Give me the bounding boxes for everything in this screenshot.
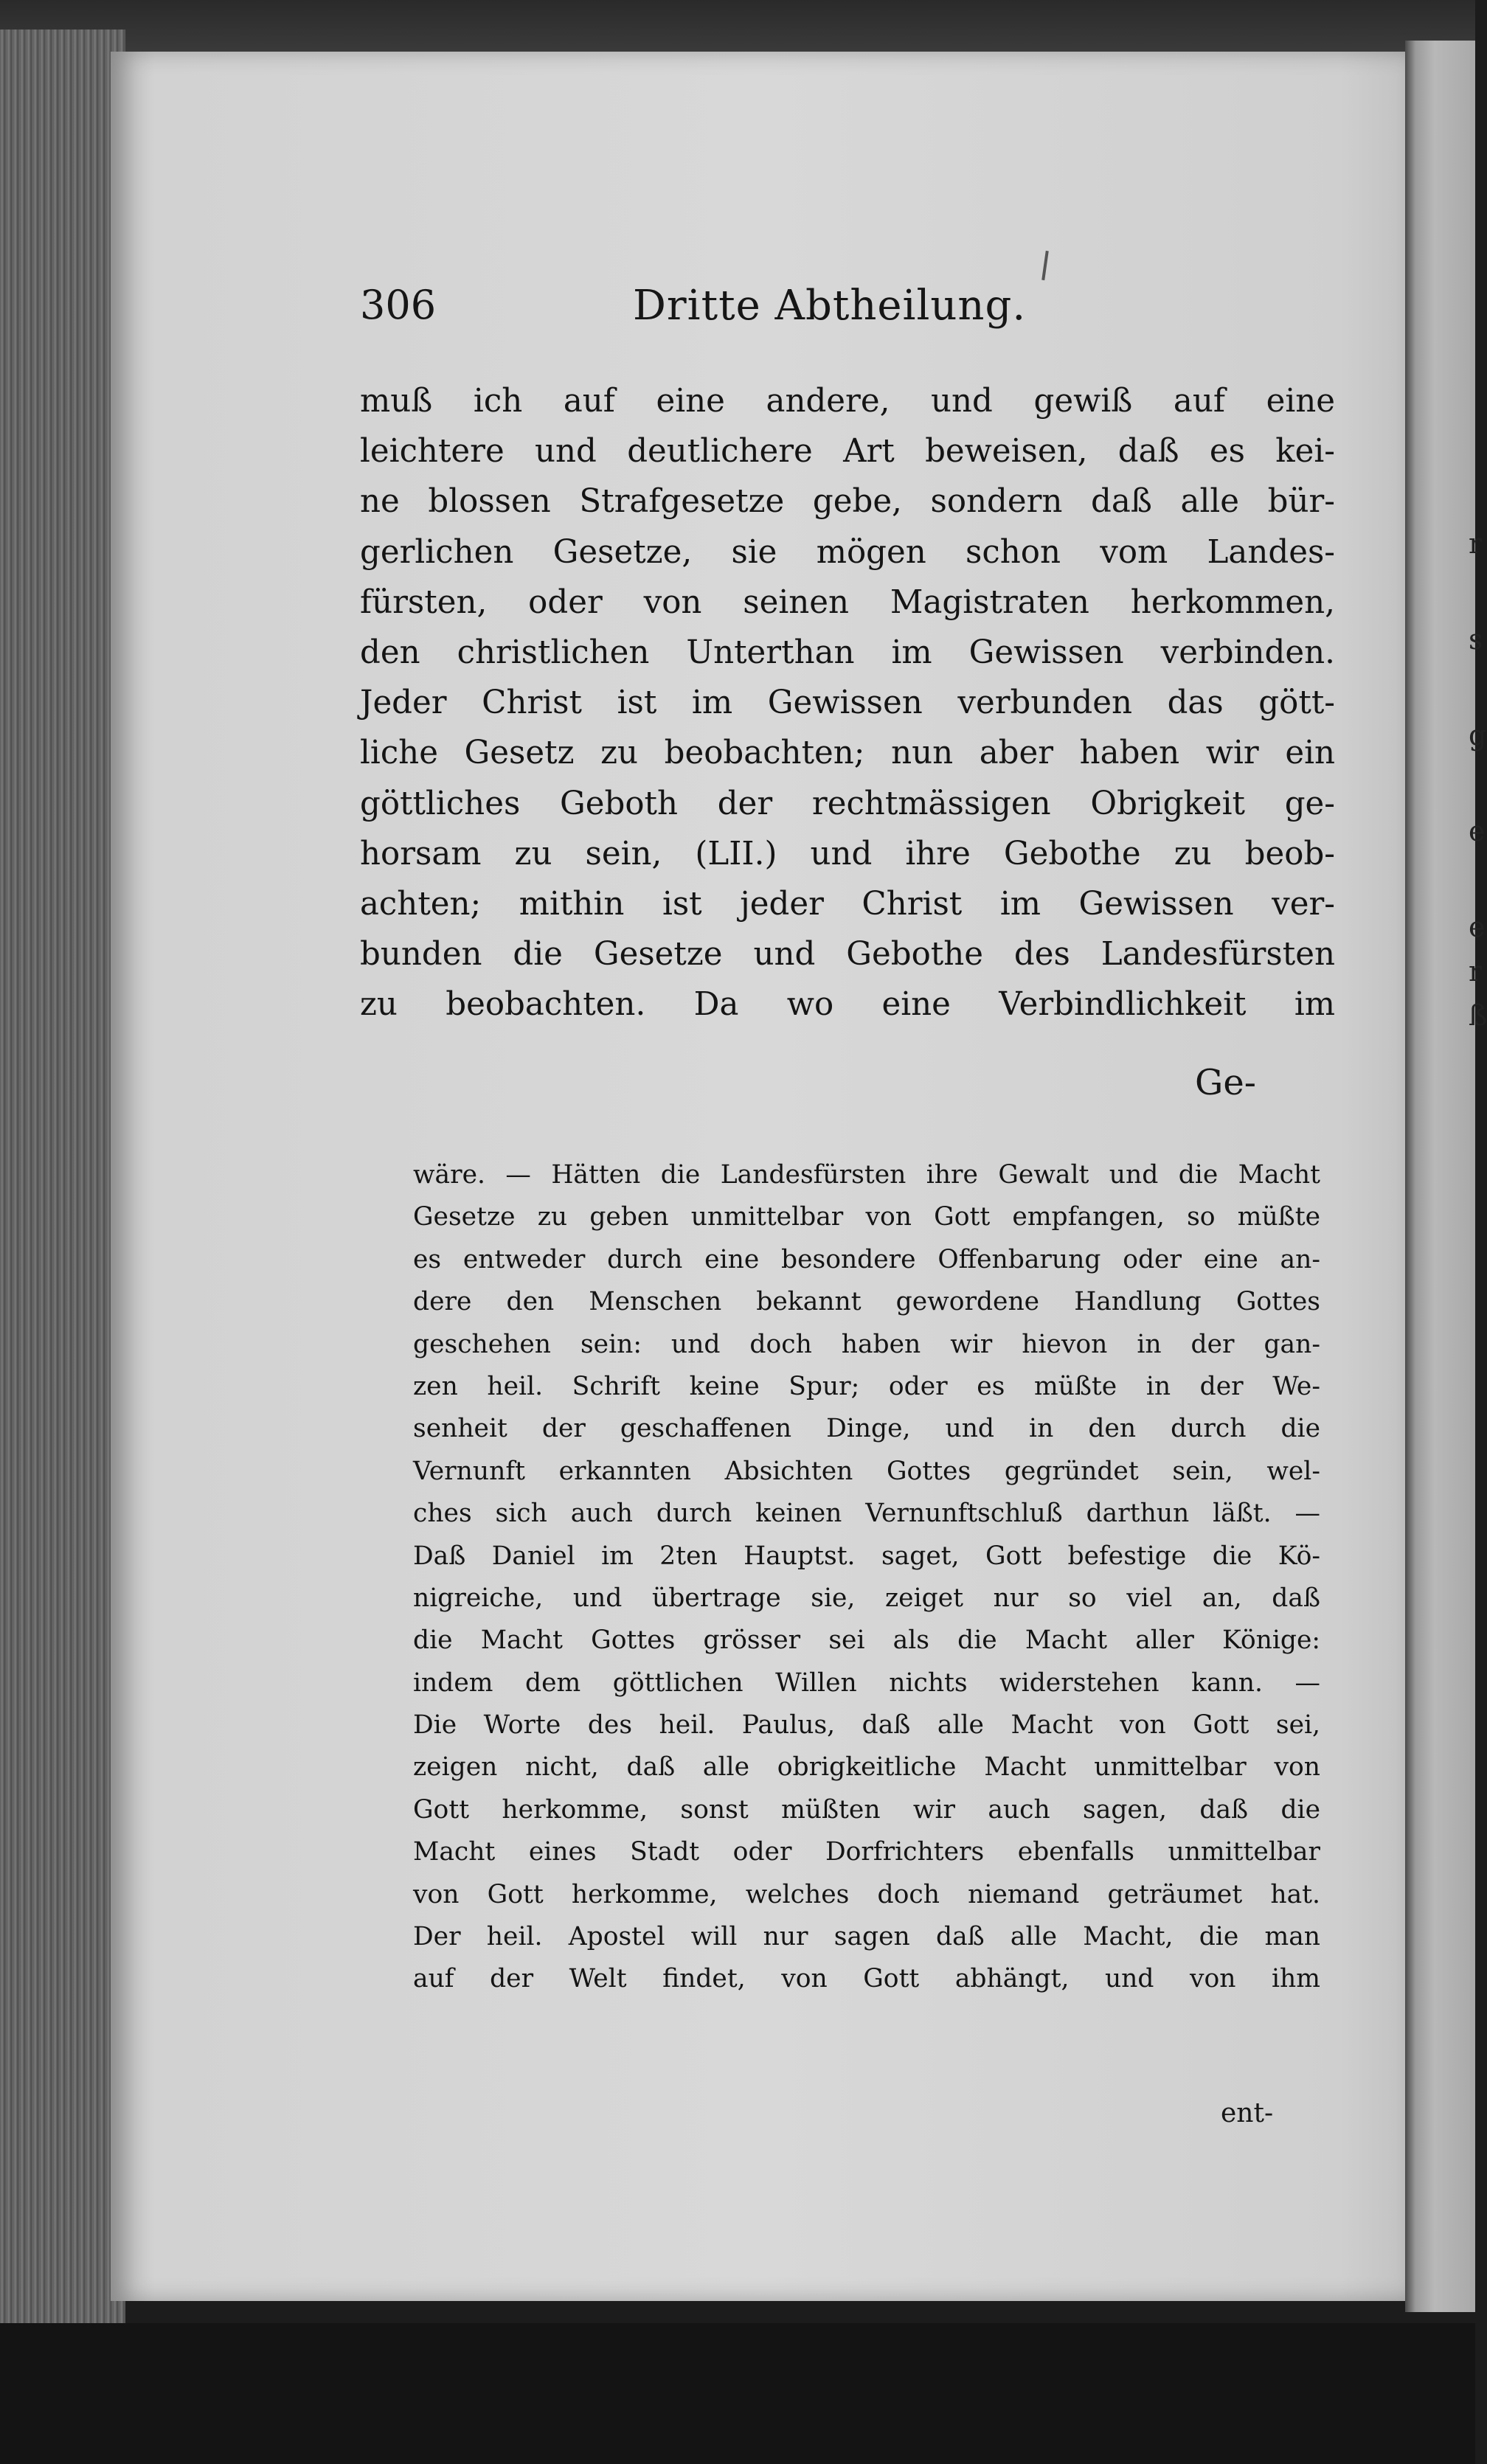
text-line: horsam zu sein, (LII.) und ihre Gebothe zu beob- (360, 835, 1335, 872)
footnote-catchword: ent- (1221, 2098, 1274, 2128)
text-line: leichtere und deutlichere Art beweisen, daß es kei- (360, 433, 1335, 471)
footnote-line: Daß Daniel im 2ten Hauptst. saget, Gott befestige die Kö- (413, 1541, 1320, 1571)
next-page-sliver (1405, 41, 1487, 2312)
footnote-line: senheit der geschaffenen Dinge, und in den durch die (413, 1414, 1320, 1444)
right-page-fragment: r (1469, 527, 1483, 560)
main-text-block (360, 376, 1335, 1030)
right-page-fragment: r (1469, 955, 1483, 988)
catchword: Ge- (1195, 1062, 1256, 1103)
footnote-line: die Macht Gottes grösser sei als die Macht aller Könige: (413, 1625, 1320, 1656)
text-line: zu beobachten. Da wo eine Verbindlichkeit im (360, 986, 1335, 1024)
text-line: den christlichen Unterthan im Gewissen verbinden. (360, 634, 1335, 671)
text-line: ne blossen Strafgesetze gebe, sondern daß alle bür- (360, 483, 1335, 521)
footnote-line: indem dem göttlichen Willen nichts widerstehen kann. — (413, 1667, 1320, 1698)
right-page-fragment: e (1469, 911, 1486, 943)
text-line: fürsten, oder von seinen Magistraten herkommen, (360, 583, 1335, 621)
right-page-fragment: s (1469, 623, 1483, 656)
scan-background-bottom (0, 2323, 1475, 2464)
text-line: bunden die Gesetze und Gebothe des Landesfürsten (360, 936, 1335, 974)
footnote-line: Der heil. Apostel will nur sagen daß alle Macht, die man (413, 1922, 1320, 1952)
text-line: liche Gesetz zu beobachten; nun aber haben wir ein (360, 735, 1335, 772)
page-number: 306 (360, 282, 437, 328)
footnote-line: Vernunft erkannten Absichten Gottes gegründet sein, wel- (413, 1456, 1320, 1486)
text-line: gerlichen Gesetze, sie mögen schon vom Landes- (360, 533, 1335, 571)
footnote-line: zen heil. Schrift keine Spur; oder es müßte in der We- (413, 1371, 1320, 1401)
footnote-line: geschehen sein: und doch haben wir hievon in der gan- (413, 1329, 1320, 1359)
footnote-line: ches sich auch durch keinen Vernunftschluß darthun läßt. — (413, 1499, 1320, 1529)
footnote-line: von Gott herkomme, welches doch niemand geträumet hat. (413, 1879, 1320, 1909)
text-line: muß ich auf eine andere, und gewiß auf eine (360, 383, 1335, 420)
book-top-edge (0, 0, 1475, 52)
stacked-page-edges (0, 30, 125, 2331)
text-line: Jeder Christ ist im Gewissen verbunden das gött- (360, 684, 1335, 722)
footnote-line: wäre. — Hätten die Landesfürsten ihre Gewalt und die Macht (413, 1160, 1320, 1190)
right-page-fragment: e (1469, 815, 1486, 847)
footnote-block (413, 1154, 1320, 2001)
footnote-line: auf der Welt findet, von Gott abhängt, und von ihm (413, 1964, 1320, 1994)
footnote-line: Macht eines Stadt oder Dorfrichters ebenfalls unmittelbar (413, 1837, 1320, 1867)
footnote-line: dere den Menschen bekannt gewordene Handlung Gottes (413, 1287, 1320, 1317)
footnote-line: zeigen nicht, daß alle obrigkeitliche Macht unmittelbar von (413, 1752, 1320, 1783)
footnote-line: nigreiche, und übertrage sie, zeiget nur so viel an, daß (413, 1583, 1320, 1613)
right-page-fragment: g (1469, 719, 1487, 752)
footnote-line: Die Worte des heil. Paulus, daß alle Macht von Gott sei, (413, 1710, 1320, 1741)
footnote-line: Gesetze zu geben unmittelbar von Gott empfangen, so müßte (413, 1202, 1320, 1232)
page-ink-mark (1041, 251, 1049, 280)
footnote-line: es entweder durch eine besondere Offenbarung oder eine an- (413, 1244, 1320, 1274)
running-head: Dritte Abtheilung. (633, 282, 1027, 330)
right-page-fragment: ß (1469, 999, 1487, 1032)
text-line: göttliches Geboth der rechtmässigen Obrigkeit ge- (360, 785, 1335, 822)
page-header (360, 282, 1061, 341)
text-line: achten; mithin ist jeder Christ im Gewissen ver- (360, 885, 1335, 923)
footnote-line: Gott herkomme, sonst müßten wir auch sagen, daß die (413, 1794, 1320, 1825)
